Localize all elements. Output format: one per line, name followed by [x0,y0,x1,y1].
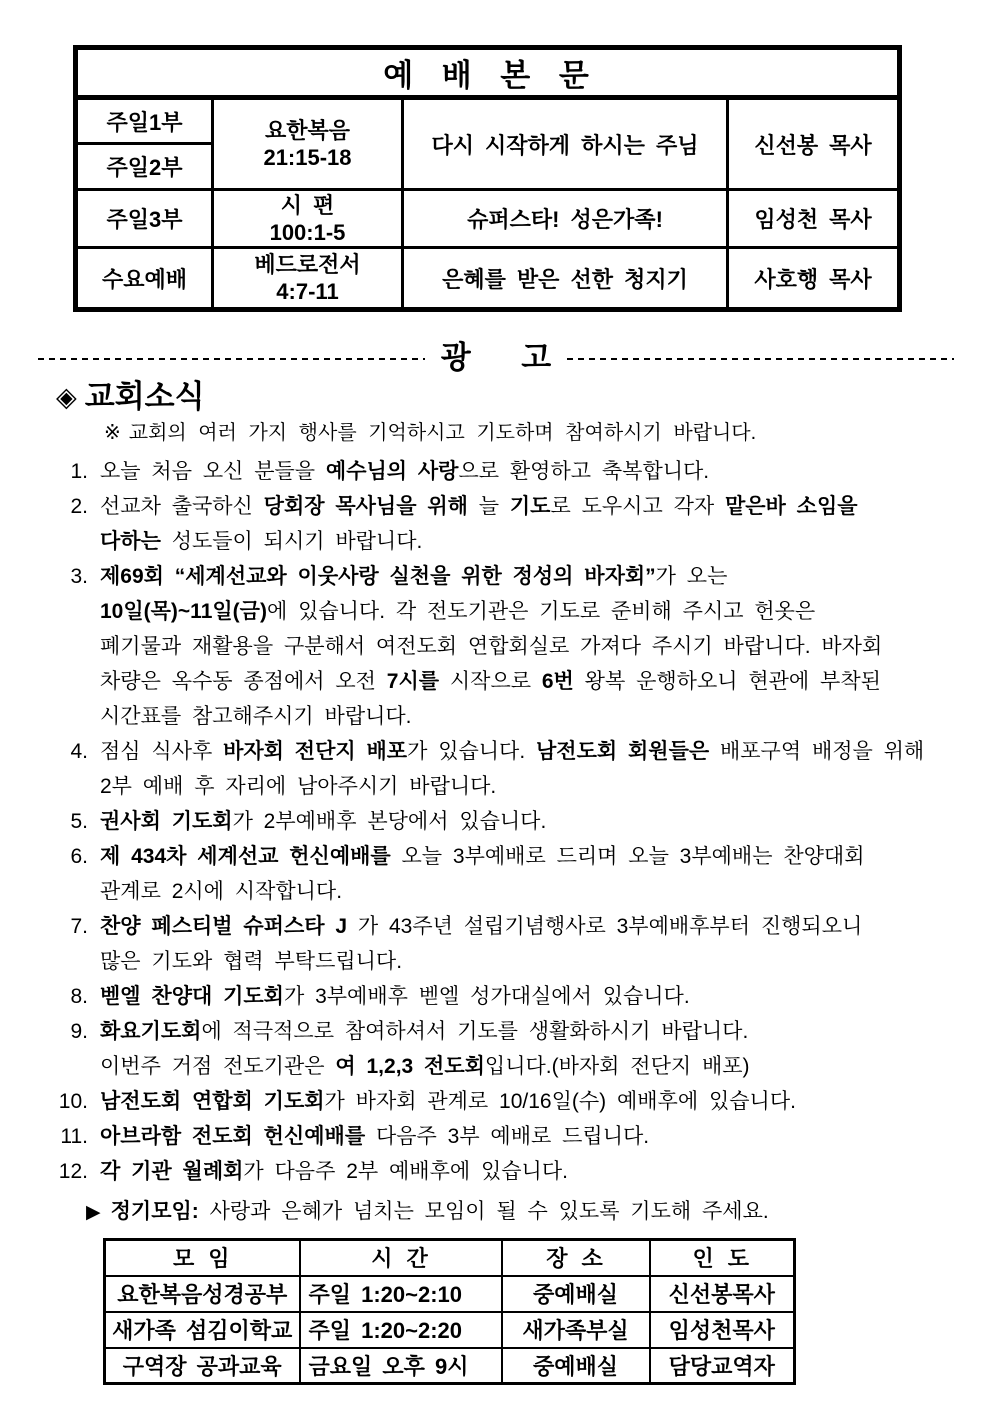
reference-mark-icon: ※ [104,422,121,444]
announcement-item [40,1014,992,1084]
item-line [100,1154,992,1189]
meeting-place-cell: 중예배실 [502,1348,650,1384]
bold-text: 아브라함 전도회 헌신예배를 [100,1125,366,1148]
item-line [100,489,992,524]
item-body [100,804,992,839]
scripture-line: 4:7-11 [276,279,339,304]
item-number: 8. [70,985,88,1008]
regular-text: 입니다.(바자회 전단지 배포) [484,1055,750,1078]
meeting-name-cell: 요한복음성경공부 [105,1276,300,1312]
sermon-title-cell: 은혜를 받은 선한 청지기 [403,248,728,310]
bold-text: 벧엘 찬양대 기도회 [100,985,284,1008]
bold-text: 권사회 기도회 [100,810,233,833]
sermon-title-cell: 슈퍼스타! 성은가족! [403,190,728,248]
announcement-item [40,454,992,489]
announcement-item [40,734,992,804]
bold-text: 남전도회 연합회 기도회 [100,1090,325,1113]
column-header: 인 도 [650,1240,795,1276]
item-line [100,664,992,699]
divider-dash-right [567,358,954,360]
item-line [100,874,992,909]
regular-text: 성도들이 되시기 바랍니다. [160,530,423,553]
scripture-line: 베드로전서 [254,252,361,277]
meeting-leader-cell: 담당교역자 [650,1348,795,1384]
item-body [100,839,992,909]
regular-text: 가 있습니다. [407,740,537,763]
regular-text: 이번주 거점 전도기관은 [100,1055,336,1078]
divider-dash-left [38,358,425,360]
bold-text: 여 1,2,3 전도회 [335,1055,485,1078]
announcement-item [40,559,992,734]
item-line [100,559,992,594]
regular-meeting-line [86,1197,992,1228]
item-line [100,979,992,1014]
item-body [100,979,992,1014]
meeting-leader-cell: 임성천목사 [650,1312,795,1348]
item-body [100,734,992,804]
regular-text: 에 있습니다. 각 전도기관은 기도로 준비해 주시고 헌옷은 [266,600,816,623]
item-number: 10. [58,1090,88,1113]
scripture-cell [213,248,403,310]
meeting-time-cell: 주일 1:20~2:10 [300,1276,502,1312]
item-number: 3. [70,565,88,588]
table-header-row [105,1240,795,1276]
bold-text: 남전도회 회원들은 [536,740,710,763]
bold-text: 예수님의 사랑 [325,460,459,483]
bold-text: 제69회 “세계선교와 이웃사랑 실천을 위한 정성의 바자회” [100,565,656,588]
regular-text: 차량은 옥수동 종점에서 오전 [100,670,387,693]
regular-text: 폐기물과 재활용을 구분해서 여전도회 연합회실로 가져다 주시기 바랍니다. 바자회 [100,635,883,658]
item-body [100,454,992,489]
regular-text: 으로 환영하고 축복합니다. [458,460,710,483]
item-body [100,489,992,559]
divider-title: 광 고 [440,339,552,375]
bold-text: 각 기관 월례회 [100,1160,244,1183]
bold-text: 당회장 목사님을 위해 [263,495,468,518]
regular-text: 가 다음주 2부 예배후에 있습니다. [243,1160,568,1183]
regular-text: 점심 식사후 [100,740,224,763]
table-row [105,1276,795,1312]
table-title-row [76,48,900,98]
table-row [105,1312,795,1348]
scripture-line: 100:1-5 [269,219,346,245]
bold-text: 바자회 전단지 배포 [223,740,408,763]
preacher-cell: 신선봉 목사 [728,98,900,190]
regular-meetings-table [103,1238,796,1385]
item-line [100,524,992,559]
announcement-item [40,1119,992,1154]
announcement-list [40,454,992,1189]
sermon-title-cell: 다시 시작하게 하시는 주님 [403,98,728,190]
item-number: 1. [70,460,88,483]
meeting-place-cell: 새가족부실 [502,1312,650,1348]
regular-text: 왕복 운행하오니 현관에 부착된 [573,670,881,693]
bold-text: 화요기도회 [100,1020,202,1043]
regular-text: 오늘 처음 오신 분들을 [100,460,326,483]
regular-text: 가 2부예배후 본당에서 있습니다. [232,810,547,833]
item-line [100,699,992,734]
meeting-name-cell: 구역장 공과교육 [105,1348,300,1384]
regular-meeting-description: 사랑과 은혜가 넘치는 모임이 될 수 있도록 기도해 주세요. [209,1200,769,1223]
table-row [105,1348,795,1384]
worship-scripture-table [73,45,902,312]
item-body [100,1014,992,1084]
worship-table-title: 예 배 본 문 [76,48,900,98]
bold-text: 찬양 페스티벌 슈퍼스타 J [100,915,348,938]
regular-text: 가 오는 [655,565,728,588]
bold-text: 6번 [541,670,574,693]
bold-text: 기도 [509,495,551,518]
table-row [76,248,900,310]
item-line [100,944,992,979]
regular-text: 가 3부예배후 벧엘 성가대실에서 있습니다. [283,985,690,1008]
item-body [100,559,992,734]
item-number: 5. [70,810,88,833]
regular-text: 선교차 출국하신 [100,495,264,518]
column-header: 장 소 [502,1240,650,1276]
regular-text: 시간표를 참고해주시기 바랍니다. [100,705,412,728]
scripture-line: 요한복음 [264,118,350,143]
bold-text: 7시를 [386,670,440,693]
regular-text: 시작으로 [439,670,542,693]
service-cell: 수요예배 [76,248,213,310]
triangle-icon: ▶ [86,1202,101,1223]
item-line [100,804,992,839]
item-line [100,769,992,804]
item-body [100,1084,992,1119]
item-line [100,454,992,489]
regular-text: 에 적극적으로 참여하셔서 기도를 생활화하시기 바랍니다. [201,1020,749,1043]
bold-text: 맡은바 소임을 [724,495,858,518]
announcement-item [40,839,992,909]
item-body [100,1154,992,1189]
scripture-cell [213,190,403,248]
item-number: 4. [70,740,88,763]
regular-text: 가 바자회 관계로 10/16일(수) 예배후에 있습니다. [324,1090,796,1113]
meeting-name-cell: 새가족 섬김이학교 [105,1312,300,1348]
announcement-item [40,489,992,559]
column-header: 시 간 [300,1240,502,1276]
scripture-line: 21:15-18 [263,145,352,170]
item-line [100,594,992,629]
bold-text: 다하는 [100,530,161,553]
item-line [100,1049,992,1084]
regular-text: 다음주 3부 예배로 드립니다. [365,1125,650,1148]
item-number: 12. [58,1160,88,1183]
regular-text: 배포구역 배정을 위해 [709,740,925,763]
regular-text: 2부 예배 후 자리에 남아주시기 바랍니다. [100,775,497,798]
preacher-cell: 사호행 목사 [728,248,900,310]
service-cell: 주일2부 [76,144,213,190]
regular-text: 많은 기도와 협력 부탁드립니다. [100,950,403,973]
item-number: 11. [60,1125,88,1148]
service-cell: 주일3부 [76,190,213,248]
scripture-line: 시 편 [280,192,335,218]
item-number: 7. [70,915,88,938]
regular-text: 오늘 3부예배로 드리며 오늘 3부예배는 찬양대회 [390,845,865,868]
bold-text: 제 434차 세계선교 헌신예배를 [100,845,391,868]
item-number: 6. [70,845,88,868]
announcement-item [40,979,992,1014]
regular-text: 가 43주년 설립기념행사로 3부예배후부터 진행되오니 [347,915,863,938]
announcements-divider [38,336,954,375]
item-number: 2. [70,495,88,518]
scripture-cell [213,98,403,190]
service-cell: 주일1부 [76,98,213,144]
church-news-title: 교회소식 [84,379,205,414]
item-line [100,1014,992,1049]
item-line [100,839,992,874]
regular-text: 관계로 2시에 시작합니다. [100,880,343,903]
church-news-header [56,378,992,416]
announcement-item [40,909,992,979]
table-row [76,190,900,248]
table-row [76,98,900,144]
news-note-text: 교회의 여러 가지 행사를 기억하시고 기도하며 참여하시기 바랍니다. [128,422,757,444]
news-note [104,420,992,446]
meeting-leader-cell: 신선봉목사 [650,1276,795,1312]
item-line [100,909,992,944]
preacher-cell: 임성천 목사 [728,190,900,248]
item-line [100,629,992,664]
column-header: 모 임 [105,1240,300,1276]
announcement-item [40,1154,992,1189]
regular-meeting-label: 정기모임: [110,1200,199,1223]
diamond-icon: ◈ [56,382,77,412]
item-body [100,909,992,979]
bold-text: 10일(목)~11일(금) [100,600,267,623]
regular-text: 로 도우시고 각자 [550,495,725,518]
item-body [100,1119,992,1154]
item-line [100,1084,992,1119]
meeting-time-cell: 주일 1:20~2:20 [300,1312,502,1348]
regular-text: 늘 [467,495,510,518]
meeting-time-cell: 금요일 오후 9시 [300,1348,502,1384]
item-line [100,1119,992,1154]
item-line [100,734,992,769]
announcement-item [40,1084,992,1119]
announcement-item [40,804,992,839]
meeting-place-cell: 중예배실 [502,1276,650,1312]
item-number: 9. [70,1020,88,1043]
